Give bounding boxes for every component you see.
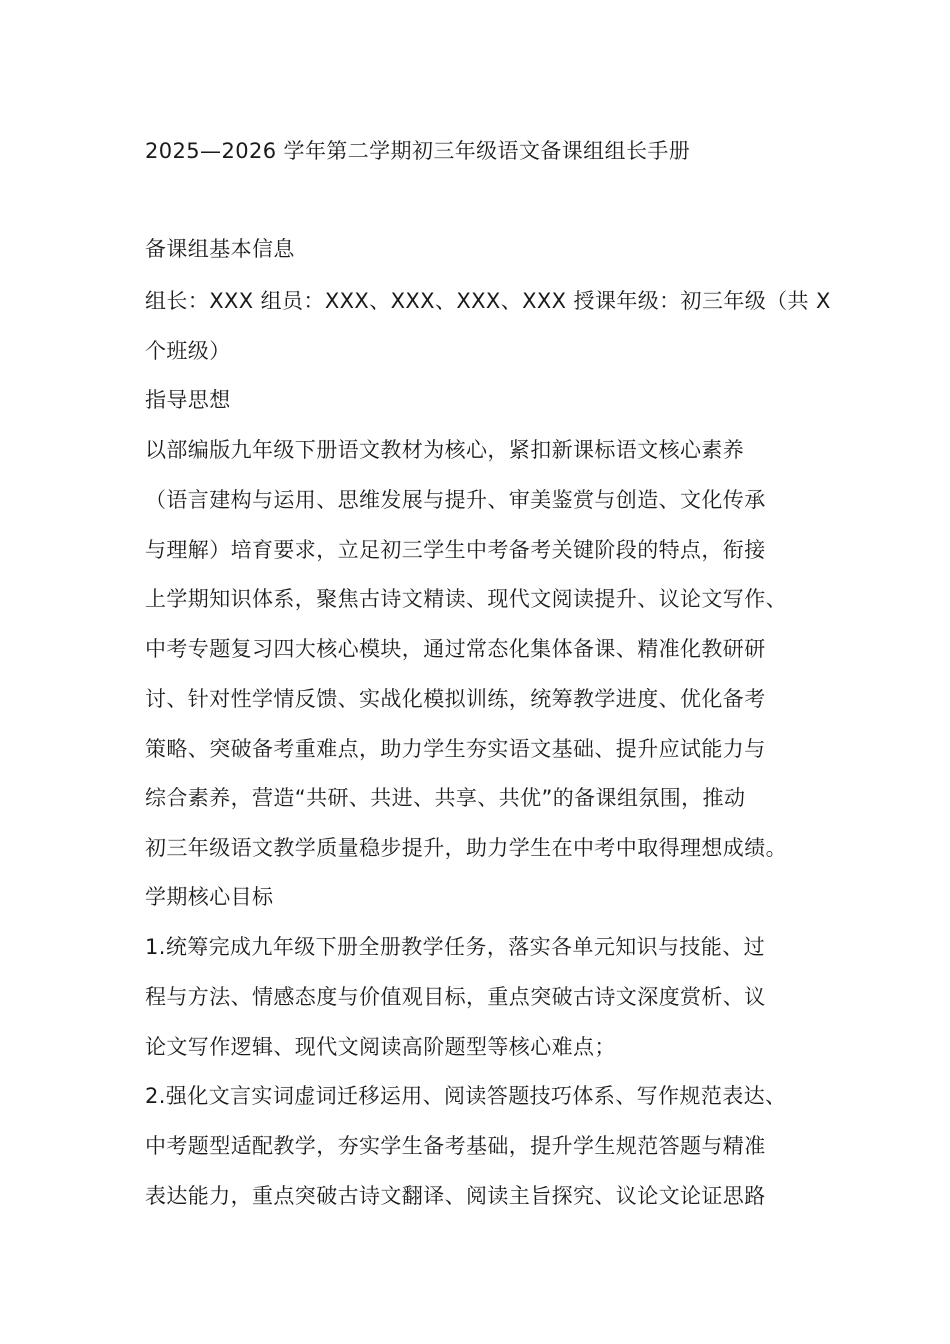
text-line: 程与方法、情感态度与价值观目标，重点突破古诗文深度赏析、议 [145, 985, 766, 1009]
text-line: 上学期知识体系，聚焦古诗文精读、现代文阅读提升、议论文写作、 [145, 587, 787, 611]
section-heading-basic-info: 备课组基本信息 [145, 237, 295, 261]
text-line: 综合素养，营造“共研、共进、共享、共优”的备课组氛围，推动 [145, 786, 746, 810]
text-line: 初三年级语文教学质量稳步提升，助力学生在中考中取得理想成绩。 [145, 836, 787, 860]
text-line: 表达能力，重点突破古诗文翻译、阅读主旨探究、议论文论证思路 [145, 1184, 766, 1208]
text-line: 策略、突破备考重难点，助力学生夯实语文基础、提升应试能力与 [145, 737, 766, 761]
text-line: 与理解）培育要求，立足初三学生中考备考关键阶段的特点，衔接 [145, 538, 766, 562]
text-line: 2.强化文言实词虚词迁移运用、阅读答题技巧体系、写作规范表达、 [145, 1084, 787, 1108]
section-heading-core-goals: 学期核心目标 [145, 885, 274, 909]
text-line: 论文写作逻辑、现代文阅读高阶题型等核心难点； [145, 1035, 616, 1059]
text-line: 1.统筹完成九年级下册全册教学任务，落实各单元知识与技能、过 [145, 935, 766, 959]
text-line: （语言建构与运用、思维发展与提升、审美鉴赏与创造、文化传承 [145, 488, 766, 512]
text-line: 中考专题复习四大核心模块，通过常态化集体备课、精准化教研研 [145, 637, 766, 661]
text-line: 以部编版九年级下册语文教材为核心，紧扣新课标语文核心素养 [145, 438, 745, 462]
document-title: 2025—2026 学年第二学期初三年级语文备课组组长手册 [145, 139, 691, 163]
text-line: 组长：XXX 组员：XXX、XXX、XXX、XXX 授课年级：初三年级（共 X [145, 289, 831, 313]
text-line: 个班级） [145, 339, 231, 363]
text-line: 中考题型适配教学，夯实学生备考基础，提升学生规范答题与精准 [145, 1134, 766, 1158]
text-line: 讨、针对性学情反馈、实战化模拟训练，统筹教学进度、优化备考 [145, 687, 766, 711]
section-heading-guiding-ideology: 指导思想 [145, 388, 231, 412]
